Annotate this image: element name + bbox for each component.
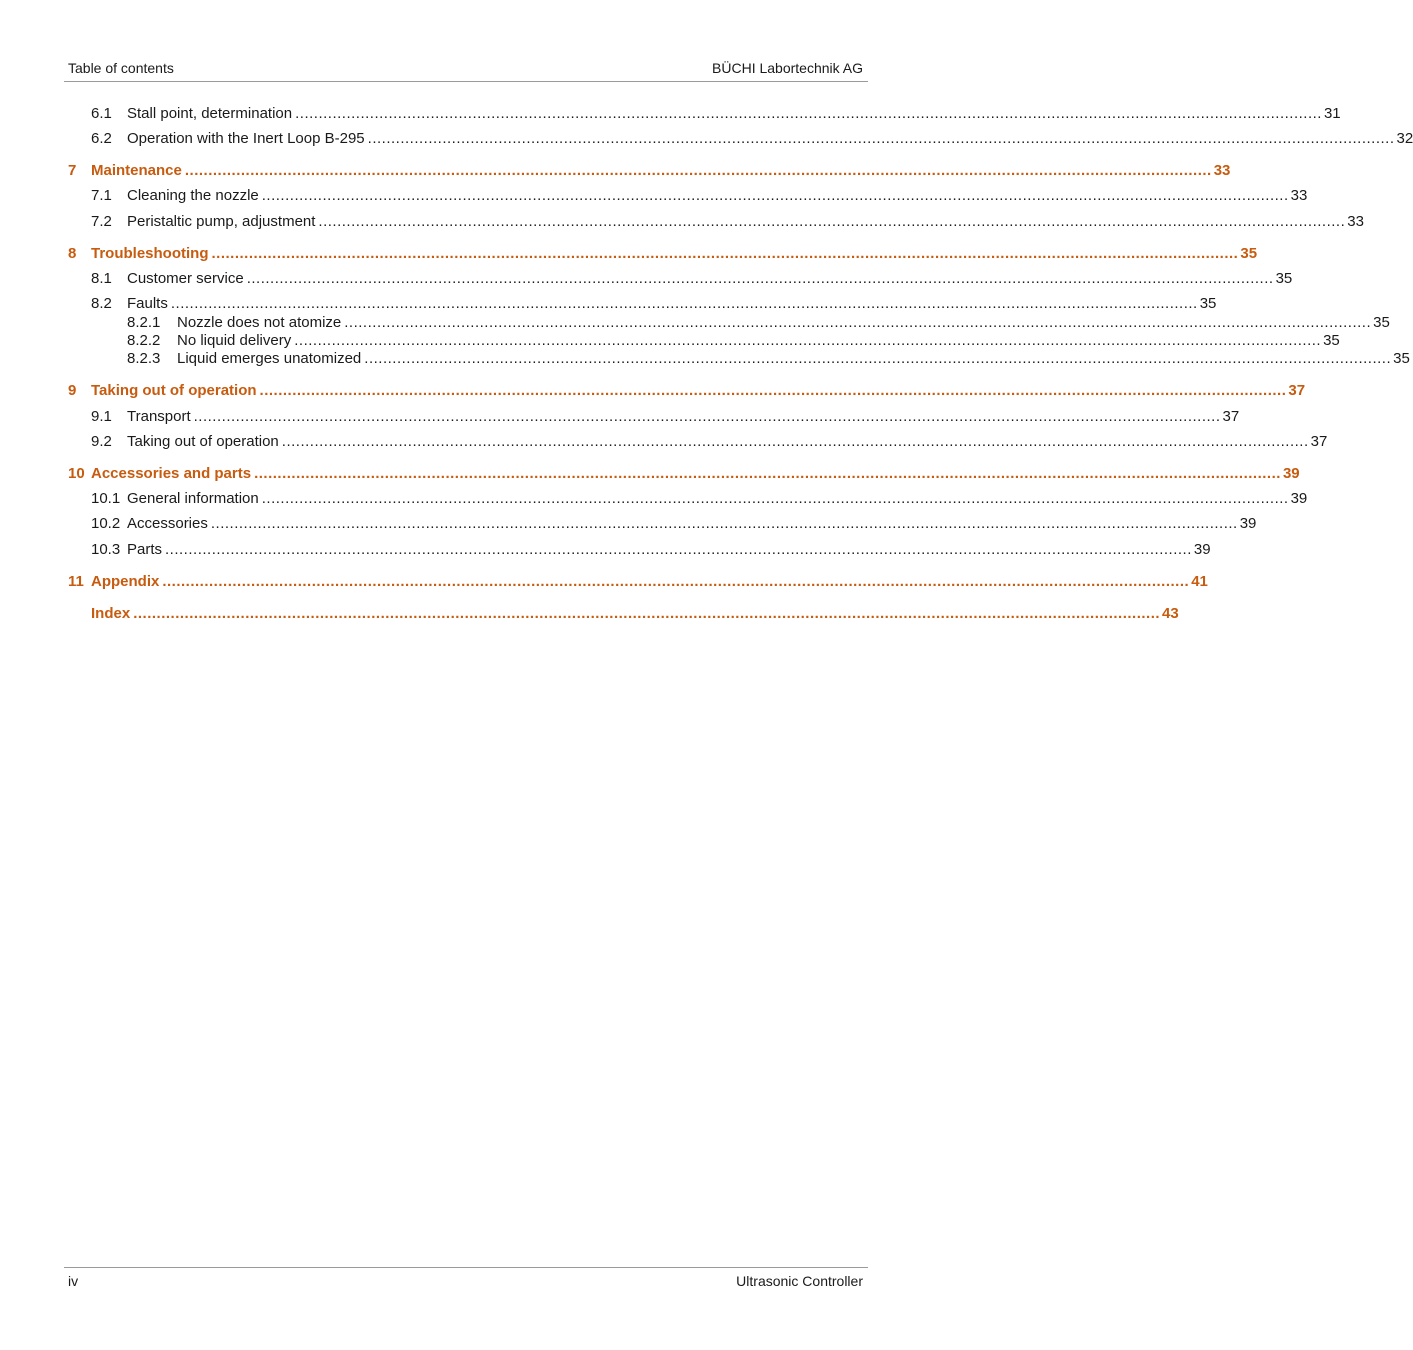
page-header [64,59,868,82]
toc-entry[interactable] [68,514,1257,534]
toc-entry-page: 39 [1239,515,1257,532]
toc-entry-title: Peristaltic pump, adjustment [127,213,316,230]
toc-leader-dots: ............................................................................................................................................................................................................................ [261,187,1289,204]
toc-entry-page: 35 [1275,270,1293,287]
toc-leader-dots: ............................................................................................................................................................................................................................ [344,314,1372,331]
toc-entry-title: Transport [127,408,191,425]
toc-entry-title: Taking out of operation [127,433,279,450]
toc-chapter-page: 33 [1213,162,1231,179]
toc-entry-title: Parts [127,541,163,558]
toc-leader-dots: ............................................................................................................................................................................................................................ [367,130,1395,147]
toc-entry-title: Operation with the Inert Loop B-295 [127,130,365,147]
toc-chapter-title: Taking out of operation [91,382,257,399]
toc-entry[interactable] [68,186,1308,206]
toc-entry-page: 32 [1396,130,1413,147]
toc-chapter[interactable] [68,464,1300,484]
toc-chapter[interactable] [68,604,1179,624]
toc-entry-page: 31 [1323,105,1341,122]
toc-entry-number: 10.2 [91,515,121,532]
toc-chapter[interactable] [68,244,1258,264]
toc-entry-page: 37 [1222,408,1240,425]
toc-subentry[interactable] [68,313,1390,333]
toc-entry-number: 9.2 [91,433,112,450]
toc-leader-dots: ............................................................................................................................................................................................................................ [295,105,1322,122]
toc-entry-page: 33 [1290,187,1308,204]
toc-subentry-page: 35 [1373,314,1390,331]
toc-entry-title: Stall point, determination [127,105,293,122]
toc-subentry[interactable] [68,331,1340,351]
toc-entry-number: 8.1 [91,270,112,287]
toc-chapter-title: Index [91,605,131,622]
toc-entry-number: 8.2 [91,295,112,312]
toc-entry-title: Customer service [127,270,244,287]
toc-entry[interactable] [68,407,1240,427]
toc-chapter-page: 35 [1240,245,1258,262]
toc-entry-title: Faults [127,295,168,312]
toc-entry-title: Cleaning the nozzle [127,187,259,204]
toc-chapter-title: Maintenance [91,162,182,179]
toc-entry-number: 7.2 [91,213,112,230]
toc-leader-dots: ............................................................................................................................................................................................................................ [246,270,1274,287]
toc-chapter-title: Accessories and parts [91,465,252,482]
toc-subentry-page: 35 [1323,332,1340,349]
toc-entry[interactable] [68,129,1413,149]
toc-chapter[interactable] [68,161,1231,181]
toc-leader-dots: ............................................................................................................................................................................................................................ [259,382,1287,399]
toc-leader-dots: ............................................................................................................................................................................................................................ [364,350,1392,367]
toc-entry-number: 10.1 [91,490,121,507]
toc-entry[interactable] [68,540,1211,560]
toc-entry[interactable] [68,489,1308,509]
toc-leader-dots: ............................................................................................................................................................................................................................ [210,515,1238,532]
toc-entry-page: 39 [1290,490,1308,507]
toc-entry[interactable] [68,212,1364,232]
toc-leader-dots: ............................................................................................................................................................................................................................ [133,605,1161,622]
toc-leader-dots: ............................................................................................................................................................................................................................ [193,408,1221,425]
toc-chapter-number: 11 [68,573,84,590]
toc-chapter-number: 9 [68,382,77,399]
toc-leader-dots: ............................................................................................................................................................................................................................ [318,213,1346,230]
toc-leader-dots: ............................................................................................................................................................................................................................ [184,162,1212,179]
toc-entry-title: General information [127,490,259,507]
toc-chapter-page: 41 [1191,573,1208,590]
toc-entry-number: 7.1 [91,187,112,204]
toc-entry-number: 9.1 [91,408,112,425]
toc-entry[interactable] [68,294,1217,314]
toc-subentry-page: 35 [1393,350,1410,367]
toc-leader-dots: ............................................................................................................................................................................................................................ [165,541,1192,558]
footer-product-name: Ultrasonic Controller [736,1273,863,1289]
toc-leader-dots: ............................................................................................................................................................................................................................ [170,295,1198,312]
toc-chapter[interactable] [68,572,1208,592]
toc-entry[interactable] [68,269,1293,289]
toc-chapter[interactable] [68,381,1306,401]
footer-page-number: iv [68,1273,79,1289]
toc-subentry-title: No liquid delivery [177,332,292,349]
toc-leader-dots: ............................................................................................................................................................................................................................ [162,573,1190,590]
toc-entry-number: 10.3 [91,541,121,558]
page-footer [64,1267,868,1289]
toc-subentry-title: Nozzle does not atomize [177,314,342,331]
toc-entry[interactable] [68,432,1328,452]
toc-entry-number: 6.1 [91,105,112,122]
toc-entry-page: 39 [1193,541,1211,558]
toc-leader-dots: ............................................................................................................................................................................................................................ [281,433,1309,450]
toc-chapter-title: Appendix [91,573,160,590]
toc-chapter-page: 43 [1162,605,1179,622]
toc-leader-dots: ............................................................................................................................................................................................................................ [211,245,1239,262]
toc-chapter-number: 7 [68,162,77,179]
toc-entry[interactable] [68,104,1341,124]
header-company-name: BÜCHI Labortechnik AG [712,60,863,76]
toc-entry-page: 33 [1347,213,1364,230]
toc-leader-dots: ............................................................................................................................................................................................................................ [261,490,1289,507]
toc-chapter-number: 10 [68,465,85,482]
toc-subentry-number: 8.2.1 [127,314,161,331]
toc-subentry-number: 8.2.2 [127,332,161,349]
toc-chapter-page: 39 [1282,465,1300,482]
toc-subentry[interactable] [68,349,1410,369]
header-section-title: Table of contents [68,60,174,76]
toc-entry-page: 35 [1199,295,1217,312]
toc-chapter-title: Troubleshooting [91,245,209,262]
toc-entry-page: 37 [1310,433,1328,450]
toc-entry-title: Accessories [127,515,208,532]
toc-subentry-number: 8.2.3 [127,350,161,367]
toc-subentry-title: Liquid emerges unatomized [177,350,362,367]
toc-chapter-page: 37 [1288,382,1306,399]
toc-entry-number: 6.2 [91,130,112,147]
toc-leader-dots: ............................................................................................................................................................................................................................ [254,465,1281,482]
toc-chapter-number: 8 [68,245,77,262]
toc-leader-dots: ............................................................................................................................................................................................................................ [294,332,1322,349]
